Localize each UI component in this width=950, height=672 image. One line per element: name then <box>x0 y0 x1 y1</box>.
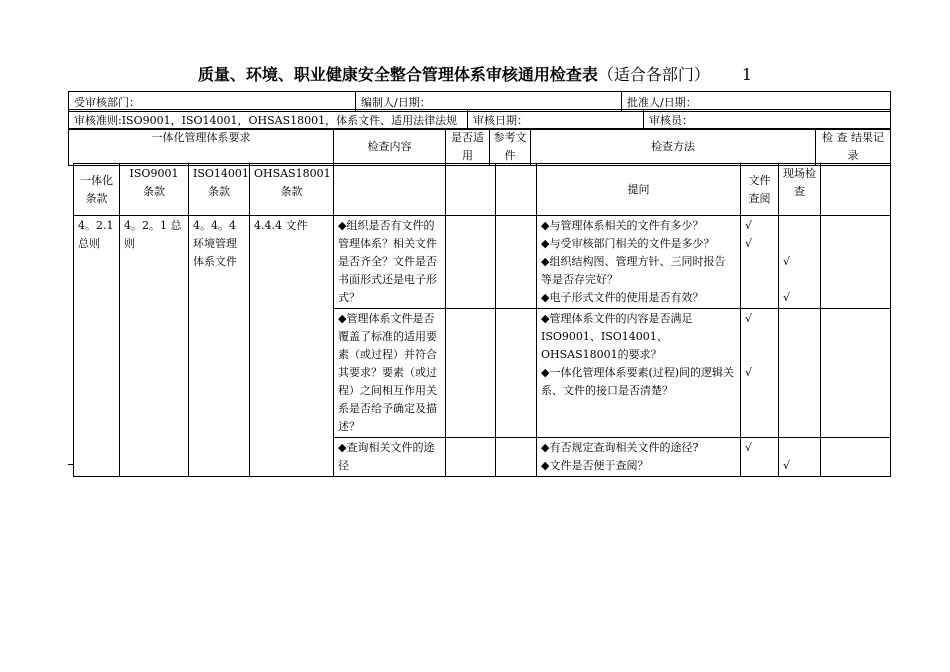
check-mark: √ <box>745 312 753 325</box>
question-item: ◆与受审核部门相关的文件是多少？ <box>541 237 715 250</box>
sub-header-row <box>74 164 891 216</box>
header-applicable: 是否适用 <box>446 129 490 166</box>
question-cell <box>537 309 741 438</box>
subheader-iso9001-clause: ISO9001 条款 <box>120 164 189 216</box>
header-result-record: 检 查 结果记录 <box>816 129 891 166</box>
check-mark: √ <box>783 459 791 472</box>
result-cell <box>821 309 891 438</box>
title-main: 质量、环境、职业健康安全整合管理体系审核通用检查表 <box>197 65 598 84</box>
question-item: ◆组织结构图、管理方针、三同时报告等是否存完好？ <box>541 255 726 286</box>
question-item: ◆电子形式文件的使用是否有效？ <box>541 291 704 304</box>
auditor-field: 审核员： <box>644 110 891 130</box>
subheader-ohsas-clause: OHSAS18001条款 <box>250 164 334 216</box>
subheader-question: 提问 <box>537 164 741 216</box>
iso9001-clause-cell: 4。2。1 总则 <box>120 216 189 477</box>
result-cell <box>821 438 891 477</box>
applicable-cell <box>446 438 496 477</box>
question-cell <box>537 216 741 309</box>
doc-review-cell <box>741 309 779 438</box>
audit-date-field: 审核日期： <box>468 110 644 130</box>
column-header-row <box>68 128 891 166</box>
header-integrated-req: 一体化管理体系要求 <box>69 129 334 166</box>
check-mark: √ <box>745 237 753 250</box>
title-subtitle: （适合各部门） <box>597 65 710 84</box>
question-item: ◆与管理体系相关的文件有多少？ <box>541 219 704 232</box>
header-check-method: 检查方法 <box>531 129 816 166</box>
prepared-by-field: 编制人/日期： <box>356 92 622 112</box>
reference-doc-cell <box>496 309 537 438</box>
check-mark: √ <box>745 441 753 454</box>
page-number: 1 <box>741 65 753 84</box>
checklist-row <box>74 216 891 309</box>
table-border-stub <box>68 464 74 465</box>
question-item: ◆有否规定查询相关文件的途径? <box>541 441 699 454</box>
document-title <box>0 62 950 85</box>
subheader-iso14001-clause: ISO14001条款 <box>189 164 250 216</box>
check-mark: √ <box>745 366 753 379</box>
header-row-2 <box>68 109 891 130</box>
subheader-integrated-clause: 一体化条款 <box>74 164 120 216</box>
empty-cell <box>821 164 891 216</box>
reference-doc-cell <box>496 438 537 477</box>
audit-criteria-field: 审核准则:ISO9001，ISO14001，OHSAS18001，体系文件、适用法律法规 <box>69 110 468 130</box>
question-item: ◆管理体系文件的内容是否满足ISO9001、ISO14001、OHSAS18001的要求？ <box>541 312 693 361</box>
check-content-cell: ◆管理体系文件是否覆盖了标准的适用要素（或过程）并符合其要求？要素（或过程）之间相互作用关系是否给予确定及描述？ <box>334 309 446 438</box>
check-mark: √ <box>783 291 791 304</box>
subheader-doc-review: 文件查阅 <box>741 164 779 216</box>
checklist-body <box>73 163 891 477</box>
applicable-cell <box>446 216 496 309</box>
ohsas-clause-cell: 4.4.4 文件 <box>250 216 334 477</box>
doc-review-cell <box>741 216 779 309</box>
empty-cell <box>334 164 446 216</box>
site-check-cell <box>779 216 821 309</box>
header-check-content: 检查内容 <box>334 129 446 166</box>
result-cell <box>821 216 891 309</box>
check-content-cell: ◆查询相关文件的途径 <box>334 438 446 477</box>
empty-cell <box>446 164 496 216</box>
empty-cell <box>496 164 537 216</box>
question-cell <box>537 438 741 477</box>
check-mark: √ <box>783 255 791 268</box>
subheader-site-check: 现场检查 <box>779 164 821 216</box>
site-check-cell <box>779 309 821 438</box>
applicable-cell <box>446 309 496 438</box>
site-check-cell <box>779 438 821 477</box>
check-content-cell: ◆组织是否有文件的管理体系？相关文件是否齐全？文件是否书面形式还是电子形式？ <box>334 216 446 309</box>
integrated-clause-cell: 4。2.1 总则 <box>74 216 120 477</box>
iso14001-clause-cell: 4。4。4 环境管理体系文件 <box>189 216 250 477</box>
question-item: ◆一体化管理体系要素(过程)间的逻辑关系、文件的接口是否清楚？ <box>541 366 735 397</box>
audited-dept-field: 受审核部门： <box>69 92 356 112</box>
doc-review-cell <box>741 438 779 477</box>
check-mark: √ <box>745 219 753 232</box>
reference-doc-cell <box>496 216 537 309</box>
question-item: ◆文件是否便于查阅？ <box>541 459 649 472</box>
approved-by-field: 批准人/日期： <box>622 92 891 112</box>
header-reference-doc: 参考文件 <box>490 129 531 166</box>
